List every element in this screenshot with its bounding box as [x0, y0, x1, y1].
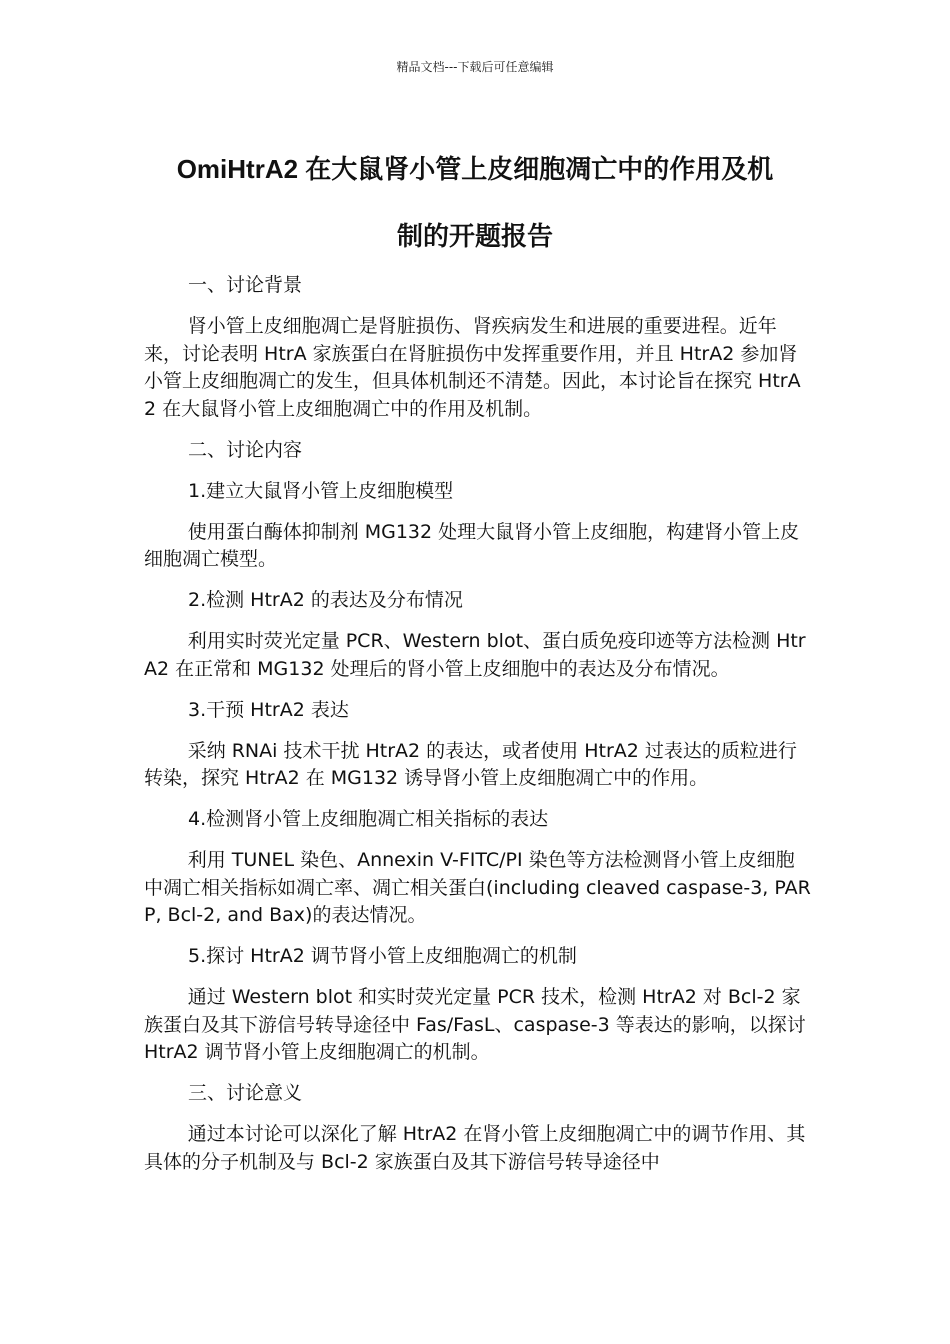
item-heading-3: 3.干预 HtrA2 表达 [188, 698, 349, 721]
header-note: 精品文档---下载后可任意编辑 [396, 60, 554, 74]
item-paragraph-1: 使用蛋白酶体抑制剂 MG132 处理大鼠肾小管上皮细胞，构建肾小管上皮细胞凋亡模型。 [144, 520, 800, 570]
item-heading-1: 1.建立大鼠肾小管上皮细胞模型 [188, 479, 454, 502]
document-body [144, 272, 812, 1190]
item-paragraph-2: 利用实时荧光定量 PCR、Western blot、蛋白质免疫印迹等方法检测 HtrA2 在正常和 MG132 处理后的肾小管上皮细胞中的表达及分布情况。 [144, 630, 806, 680]
title-line-2: 制的开题报告 [396, 221, 553, 251]
document-title [120, 136, 830, 270]
title-line-1: OmiHtrA2 在大鼠肾小管上皮细胞凋亡中的作用及机 [176, 154, 774, 184]
paragraph-background: 肾小管上皮细胞凋亡是肾脏损伤、肾疾病发生和进展的重要进程。近年来，讨论表明 HtrA 家族蛋白在肾脏损伤中发挥重要作用，并且 HtrA2 参加肾小管上皮细胞凋亡的发生，但具体机制还不清楚。因此，本讨论旨在探究 HtrA2 在大鼠肾小管上皮细胞凋亡中的作用及机制。 [144, 315, 801, 420]
item-paragraph-3: 采纳 RNAi 技术干扰 HtrA2 的表达，或者使用 HtrA2 过表达的质粒进行转染，探究 HtrA2 在 MG132 诱导肾小管上皮细胞凋亡中的作用。 [144, 739, 797, 789]
item-heading-4: 4.检测肾小管上皮细胞凋亡相关指标的表达 [188, 808, 549, 830]
paragraph-significance: 通过本讨论可以深化了解 HtrA2 在肾小管上皮细胞凋亡中的调节作用、其具体的分子机制及与 Bcl-2 家族蛋白及其下游信号转导途径中 [144, 1123, 806, 1173]
section-heading-content: 二、讨论内容 [188, 438, 303, 461]
section-heading-background: 一、讨论背景 [188, 274, 303, 296]
item-paragraph-5: 通过 Western blot 和实时荧光定量 PCR 技术，检测 HtrA2 对 Bcl-2 家族蛋白及其下游信号转导途径中 Fas/FasL、caspase-3 等表达的影响，以探讨 HtrA2 调节肾小管上皮细胞凋亡的机制。 [144, 986, 806, 1063]
item-heading-5: 5.探讨 HtrA2 调节肾小管上皮细胞凋亡的机制 [188, 945, 577, 967]
item-heading-2: 2.检测 HtrA2 的表达及分布情况 [188, 589, 463, 611]
item-paragraph-4: 利用 TUNEL 染色、Annexin V-FITC/PI 染色等方法检测肾小管上皮细胞中凋亡相关指标如凋亡率、凋亡相关蛋白(including cleaved caspase-3, PARP, Bcl-2, and Bax)的表达情况。 [144, 849, 811, 926]
section-heading-significance: 三、讨论意义 [188, 1082, 303, 1104]
